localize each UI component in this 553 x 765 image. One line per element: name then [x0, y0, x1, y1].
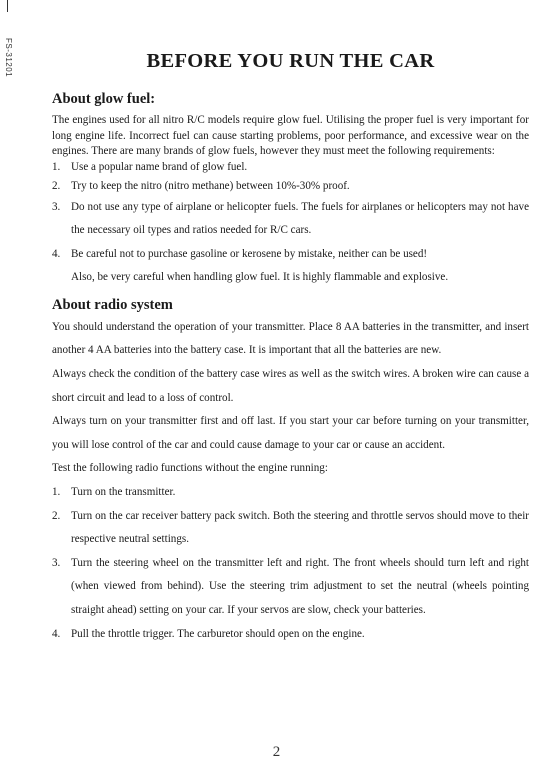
list-number: 1.	[52, 486, 61, 499]
list-item	[52, 243, 529, 290]
list-text: Turn the steering wheel on the transmitter left and right. The front wheels should turn left and right (when viewed from behind). Use the steering trim adjustment to set the neutral (wheels pointing straight ahead) setting on your car. If your servos are slow, check your batteries.	[71, 556, 529, 616]
radio-system-heading: About radio system	[52, 296, 173, 313]
list-text: Do not use any type of airplane or helicopter fuels. The fuels for airplanes or helicopters may not have the necessary oil types and ratios needed for R/C cars.	[71, 200, 529, 237]
list-item	[52, 196, 529, 243]
list-text: Use a popular name brand of glow fuel.	[71, 160, 248, 173]
list-number: 4.	[52, 627, 61, 640]
page-title: BEFORE YOU RUN THE CAR	[146, 50, 435, 72]
glow-fuel-requirements-list	[52, 160, 529, 290]
list-number: 3.	[52, 556, 61, 569]
radio-system-body	[52, 316, 529, 646]
document-page	[52, 50, 529, 646]
radio-paragraph: Always turn on your transmitter first and off last. If you start your car before turning on your transmitter, you will lose control of the car and could cause damage to your car or cause an accident.	[52, 415, 529, 451]
list-text: Turn on the car receiver battery pack switch. Both the steering and throttle servos should move to their respective neutral settings.	[71, 509, 529, 546]
list-item	[52, 179, 529, 195]
radio-paragraph: You should understand the operation of your transmitter. Place 8 AA batteries in the transmitter, and insert another 4 AA batteries into the battery case. It is important that all the batteries are new.	[52, 320, 529, 357]
radio-test-steps-list	[52, 481, 529, 646]
glow-fuel-heading: About glow fuel:	[52, 91, 156, 107]
list-number: 2.	[52, 180, 61, 192]
list-item	[52, 623, 529, 647]
list-item	[52, 552, 529, 623]
list-item	[52, 481, 529, 505]
radio-paragraph: Always check the condition of the battery case wires as well as the switch wires. A broken wire can cause a short circuit and lead to a loss of control.	[52, 368, 529, 404]
list-text-extra: Also, be very careful when handling glow fuel. It is highly flammable and explosive.	[71, 271, 449, 284]
radio-paragraph: Test the following radio functions without the engine running:	[52, 462, 328, 475]
list-number: 3.	[52, 200, 61, 213]
list-number: 1.	[52, 160, 61, 173]
list-number: 2.	[52, 509, 61, 522]
glow-fuel-intro: The engines used for all nitro R/C models require glow fuel. Utilising the proper fuel is very important for long engine life. Incorrect fuel can cause starting problems, poor performance, and excessive wear on the engines. There are many brands of glow fuels, however they must meet the following requirements:	[52, 114, 529, 157]
crop-mark	[7, 0, 8, 12]
list-text: Be careful not to purchase gasoline or kerosene by mistake, neither can be used!	[71, 247, 428, 260]
list-number: 4.	[52, 247, 61, 260]
side-code: FS-31201	[4, 38, 13, 78]
list-item	[52, 505, 529, 552]
list-text: Try to keep the nitro (nitro methane) between 10%-30% proof.	[71, 180, 350, 192]
list-item	[52, 160, 529, 176]
page-number: 2	[272, 744, 281, 760]
list-text: Turn on the transmitter.	[71, 486, 176, 499]
list-text: Pull the throttle trigger. The carburetor should open on the engine.	[71, 627, 365, 640]
